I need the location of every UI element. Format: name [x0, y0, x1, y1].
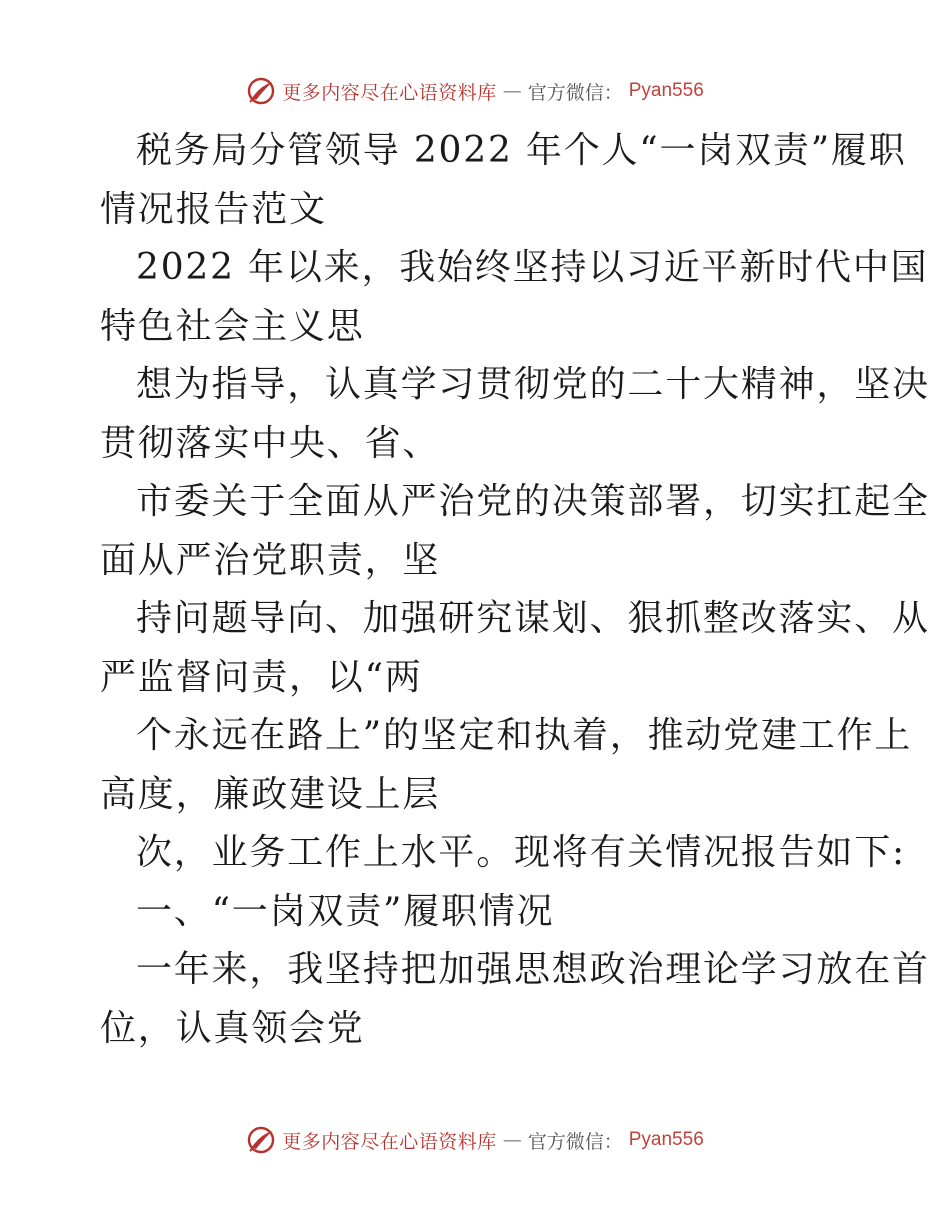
text-line: 想为指导，认真学习贯彻党的二十大精神，坚决 — [136, 364, 930, 405]
text-line: 一、“一岗双责”履职情况 — [136, 890, 555, 932]
watermark-dash: — — [502, 80, 522, 102]
watermark-contact-label: 官方微信： — [527, 1130, 623, 1153]
text-line: 市委关于全面从严治党的决策部署，切实扛起全 — [136, 481, 930, 522]
text-line: 个永远在路上”的坚定和执着，推动党建工作上 — [136, 715, 913, 756]
text-line: 位，认真领会党 — [100, 1007, 365, 1049]
text-line: 次，业务工作上水平。现将有关情况报告如下: — [136, 832, 906, 873]
watermark-dash: — — [502, 1129, 522, 1151]
text-line: 情况报告范文 — [100, 188, 327, 230]
text-line: 高度，廉政建设上层 — [100, 773, 441, 815]
watermark-site-text: 更多内容尽在心语资料库 — [282, 81, 497, 104]
text-line: 2022 年以来，我始终坚持以习近平新时代中国 — [136, 247, 929, 288]
watermark-contact-label: 官方微信： — [527, 81, 623, 104]
text-line: 严监督问责，以“两 — [100, 656, 423, 698]
pen-logo-icon — [246, 1125, 276, 1155]
document-body — [100, 122, 930, 1058]
watermark-contact-id: Pyan556 — [628, 1129, 704, 1150]
watermark-contact-id: Pyan556 — [628, 80, 704, 101]
watermark-site-text: 更多内容尽在心语资料库 — [282, 1130, 497, 1153]
text-line: 面从严治党职责，坚 — [100, 539, 441, 581]
footer-watermark — [0, 1120, 950, 1160]
text-line: 贯彻落实中央、省、 — [100, 422, 441, 464]
text-line: 持问题导向、加强研究谋划、狠抓整改落实、从 — [136, 598, 930, 639]
text-line: 一年来，我坚持把加强思想政治理论学习放在首 — [136, 949, 930, 990]
pen-logo-icon — [246, 76, 276, 106]
text-line: 税务局分管领导 2022 年个人“一岗双责”履职 — [136, 130, 907, 171]
header-watermark — [0, 71, 950, 111]
text-line: 特色社会主义思 — [100, 305, 365, 347]
